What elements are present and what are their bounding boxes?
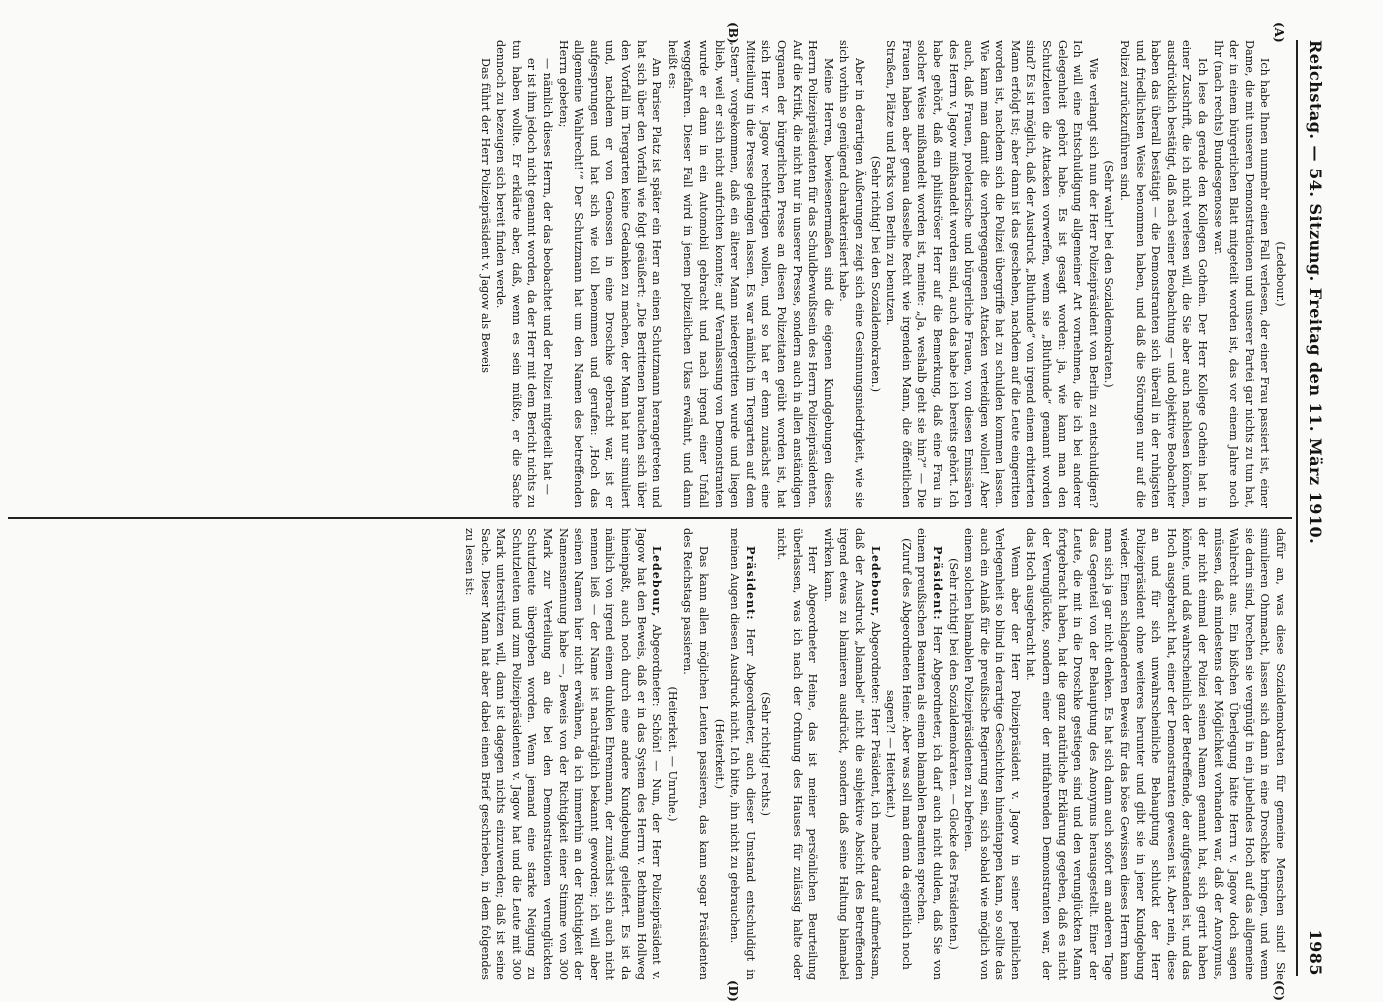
paragraph: Ich habe Ihnen nunmehr einen Fall verlesen, der einer Frau passiert ist, einer Dame, die mit unseren Demonstrationen und unserer Partei gar nichts zu tun hat, der in einem bürgerlichen Blatt mitgeteilt worden ist, das vor einem Jahre noch Ihr (nach rechts) Bundesgenosse war. <box>1211 40 1272 508</box>
speech-text: Herr Abgeordneter, auch dieser Umstand entschuldigt in meinen Augen diesen Ausdruck nicht. Ich bitte, ihn nicht zu gebrauchen. <box>728 528 757 980</box>
page-header <box>1296 40 1334 976</box>
margin-marker-d: (D) <box>726 980 740 1002</box>
paragraph: dafür an, was diese Sozialdemokraten für gemeine Menschen sind! Sie simulieren Ohnmacht, lassen sich dann in eine Droschke bringen, und wenn sie darin sind, brechen sie vergnügt in ein jubelndes Hoch auf das allgemeine Wahlrecht aus. Ein bißchen Überlegung hätte Herrn v. Jagow doch sagen müssen, daß mindestens der Möglichkeit vorhanden war, daß der Anonymus, der nicht einmal der Polizei seinen Namen genannt hat, sich gerirt haben könnte, und daß wahrscheinlich der Betreffende, der aufgestanden ist, und das Hoch ausgebracht hat, einer der Demonstranten gewesen ist. Aber nein, diese an und für sich unwahrscheinliche Behauptung schluckt der Herr Polizeipräsident ohne weiteres herunter und gibt sie in jener Kundgebung wieder. Einen schlagenderen Beweis für das böse Gewissen dieses Herrn kann man sich ja gar nicht denken. Es hat sich dann auch sofort am anderen Tage das Gegenteil von der Behauptung des Anonymus herausgestellt. Einer der Leute, die mit in die Droschke gestiegen sind und den verunglückten Mann fortgebracht haben, hat die ganz natürliche Erklärung gegeben, daß es nicht der Verunglückte, sondern einer der mitfahrenden Demonstranten war, der das Hoch ausgebracht hat. <box>1024 528 1287 980</box>
interjection: (Sehr richtig! bei den Sozialdemokraten. — Glocke des Präsidenten.) <box>946 558 960 950</box>
speaker-name: Präsident: <box>743 546 758 621</box>
speaker-name: Präsident: <box>930 546 945 621</box>
speech-text: Herr Abgeordneter, ich darf auch nicht dulden, daß Sie von einem preußischen Beamten als einem blamablen Beamten sprechen. <box>915 528 944 980</box>
paragraph: Meine Herren, bewiesenermaßen sind die eigenen Kundgebungen dieses Herrn Polizeipräsidenten für das Schuldbewußtsein des Herrn Polizeipräsidenten. Auf die Kritik, die nicht nur in unserer Presse, sondern auch in allen anständigen Organen der bürgerlichen Presse an diesen Polizeitaten geübt worden ist, hat sich Herr v. Jagow rechtfertigen wollen, und so hat er denn zunächst eine Mitteilung in die Presse gelangen lassen. Es war nämlich im Tiergarten auf dem „Stern“ vorgekommen, daß ein älterer Mann niedergeritten wurde und liegen blieb, weil er sich nicht aufrichten konnte; auf Veranlassung von Demonstranten wurde er dann in ein Automobil gebracht und nach irgend einer Unfall weggefahren. Dieser Fall wird in jenem polizeilichen Ukas erwähnt, und dann heißt es: <box>665 40 835 508</box>
paragraph: Wenn aber der Herr Polizeipräsident v. Jagow in seiner peinlichen Verlegenheit so blind in derartige Geschichten hineintappen kann, so sollte das auch ein Anlaß für die preußische Regierung sein, sich sobald wie möglich von einem solchen blamablen Polizeipräsidenten zu befreien. <box>962 528 1022 980</box>
column-divider <box>8 517 1292 519</box>
interjection: (Zuruf des Abgeordneten Heine: Aber was soll man denn da eigentlich noch sagen?! — Heiterkeit.) <box>884 538 913 970</box>
paragraph <box>820 528 882 980</box>
paragraph <box>727 528 758 980</box>
interjection: (Heiterkeit. — Unruhe.) <box>665 686 679 822</box>
paragraph: Aber in derartigen Äußerungen zeigt sich eine Gesinnungsniedrigkeit, wie sie sich vorhin so genügend charakterisiert habe. <box>837 40 866 508</box>
paragraph: Das führt der Herr Polizeipräsident v. Jagow als Beweis <box>478 58 492 373</box>
paragraph: — nämlich dieses Herrn, der das beobachtet und der Polizei mitgeteilt hat — <box>541 58 555 495</box>
speech-text: Abgeordneter: Herr Präsident, ich mache darauf aufmerksam, daß der Ausdruck „blamabel“ nicht die subjektive Absicht des Betreffenden irgend etwas zu blamieren ausdrückt, sondern daß seine Haltung blamabel wirken kann. <box>821 528 882 980</box>
speaker-note: (Ledebour.) <box>1274 241 1287 307</box>
interjection: (Sehr richtig! bei den Sozialdemokraten.) <box>868 155 882 393</box>
paragraph: Wie verlangt sich nun der Herr Polizeipräsident von Berlin zu entschuldigen? Ich will eine Entschuldigung allgemeiner Art vornehmen, die ich bei anderer Gelegenheit gehört habe. Es ist gesagt worden: ja, wie kann man den Schutzleuten die Attacken vorwerfen, wenn sie „Bluthunde“ genannt worden sind? Es ist möglich, daß der Ausdruck „Bluthunde“ von irgend einem erbitterten Mann erfolgt ist; aber dann ist das geschehen, nachdem auf die Leute eingeritten worden ist, nachdem sich die Polizei übergriffe hat zu schulden kommen lassen. Wie kann man damit die vorhergegangenen Attacken verteidigen wollen! Aber auch, daß Frauen, proletarische und bürgerliche Frauen, von diesen Emissären des Herrn v. Jagow mißhandelt worden sind, auch das habe ich bereits gehört. Ich habe gehört, daß ein philiströser Herr auf die Bemerkung, daß eine Frau in solcher Weise mißhandelt worden ist, meinte: „Ja, weshalb geht sie hin?“ — Die Frauen haben aber genau dasselbe Recht wie irgendein Mann, die öffentlichen Straßen, Plätze und Parks von Berlin zu benutzen. <box>884 40 1100 508</box>
left-column <box>10 40 1288 508</box>
speaker-name: Ledebour, <box>868 546 883 618</box>
paragraph: Herr Abgeordneter Heine, das ist meiner persönlichen Beurteilung überlassen, was ich nach der Ordnung des Hauses für zulässig halte oder nicht. <box>775 528 820 980</box>
paragraph: Ich lese da gerade den Kollegen Gothein. Der Herr Kollege Gothein hat in einer Zuschrift, die ich nicht verlesen will, die Sie aber auch nachlesen können, ausdrücklich bestätigt, daß nach seiner Beobachtung — und objektive Beobachter haben das überall bestätigt — die Demonstranten sich überall in der ruhigsten und friedlichsten Weise benommen haben, und daß die Störungen nur auf die Polizei zurückzuführen sind. <box>1118 40 1210 508</box>
paragraph <box>914 528 945 980</box>
speech-text: Abgeordneter: Schön! — Nun, der Herr Polizeipräsident v. Jagow hat den Beweis, daß er in das System des Herrn v. Bethmann Hollweg hineinpaßt, auch noch durch eine andere Kundgebung geliefert. Es ist da nämlich von irgend einem dunklen Ehrenmann, der zunächst sich auch nicht nennen ließ — der Name ist nachträglich bekannt geworden; ich will aber seinen Namen hier nicht erwähnen, da ich immerhin an der Richtigkeit der Namensnennung habe —, Beweis von der Richtigkeit einer Stimme von 300 Mark zur Verteilung an die bei den Demonstrationen verunglückten Schutzleute übergeben worden. Wenn jemand eine starke Neigung zu Schutzleuten und zum Polizeipräsidenten v. Jagow hat und die Leute mit 300 Mark unterstützen will, dann ist dagegen nichts einzuwenden; daß ist seine Sache. Dieser Mann hat aber dabei einen Brief geschrieben, in dem folgendes zu lesen ist: <box>463 528 664 980</box>
margin-marker-b: (B) <box>726 22 740 44</box>
right-column <box>10 528 1288 980</box>
interjection: (Heiterkeit.) <box>712 718 726 790</box>
interjection: (Sehr wahr! bei den Sozialdemokraten.) <box>1102 160 1116 388</box>
page-number: 1985 <box>1306 929 1326 976</box>
page-title: Reichstag. — 54. Sitzung. Freitag den 11. März 1910. <box>1306 40 1326 545</box>
speaker-name: Ledebour, <box>650 546 665 618</box>
quotation: Am Pariser Platz ist später ein Herr an einen Schutzmann herangetreten und hat sich über den Vorfall wie folgt geäußert: „Die Berittenen brauchen sich über den Vorfall im Tiergarten keine Gedanken zu machen, der Mann hat nur simuliert und, nachdem er von Genossen in eine Droschke gebracht war, ist er aufgesprungen und hat sich wie toll benommen und gerufen: ‚Hoch das allgemeine Wahlrecht!‘“ Der Schutzmann hat um den Namen des betreffenden Herrn gebeten; <box>556 40 664 508</box>
margin-marker-a: (A) <box>1272 22 1286 43</box>
paragraph: Das kann allen möglichen Leuten passieren, das kann sogar Präsidenten des Reichstags passieren. <box>681 528 711 980</box>
margin-marker-c: (C) <box>1272 980 1286 1001</box>
paragraph <box>462 528 665 980</box>
quotation: er ist ihm jedoch nicht genannt worden, da der Herr mit dem Bericht nichts zu tun haben wollte. Er erklärte aber, daß, wenn es sein müßte, er die Sache dennoch zu bezeugen sich bereit finden werde. <box>494 40 539 508</box>
interjection: (Sehr richtig! rechts.) <box>759 691 773 817</box>
